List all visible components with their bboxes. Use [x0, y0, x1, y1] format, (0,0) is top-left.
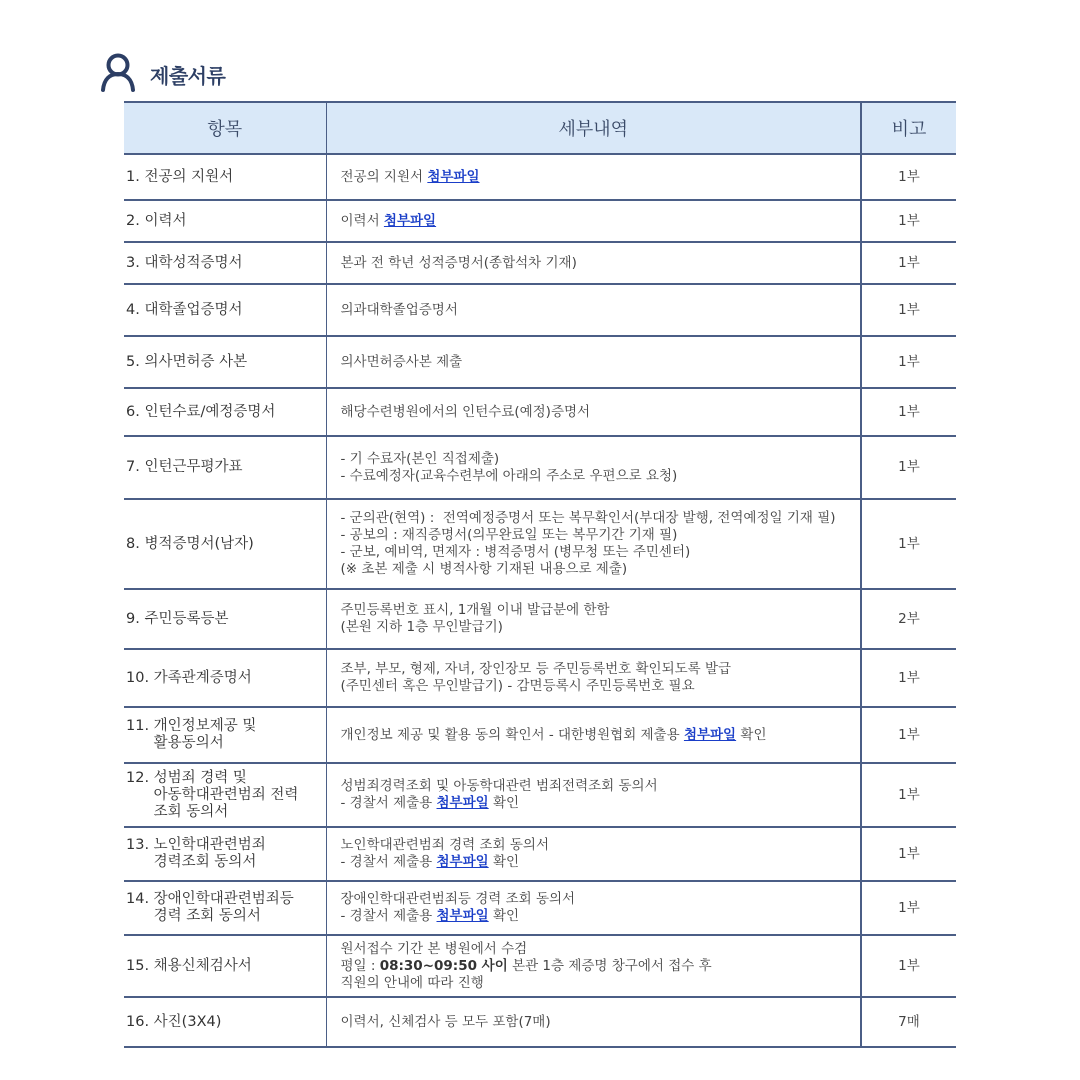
table-row	[124, 336, 956, 388]
item-number: 1.	[126, 168, 145, 185]
detail-text: 확인	[488, 854, 520, 870]
item-number: 10.	[126, 669, 154, 686]
item-label: 대학성적증명서	[144, 254, 243, 271]
item-label: 사진(3X4)	[153, 1013, 222, 1030]
detail-text: - 경찰서 제출용	[340, 908, 437, 924]
note-cell: 1부	[861, 707, 956, 763]
item-cell	[124, 649, 326, 707]
detail-text: 이력서, 신체검사 등 모두 포함(7매)	[340, 1013, 551, 1030]
item-cell	[124, 436, 326, 499]
note-cell: 1부	[861, 284, 956, 336]
detail-text: 성범죄경력조회 및 아동학대관련 범죄전력조회 동의서	[340, 778, 658, 794]
detail-text: (주민센터 혹은 무인발급기) - 감면등록시 주민등록번호 필요	[340, 678, 695, 694]
table-row	[124, 154, 956, 200]
detail-line	[341, 795, 847, 812]
item-number: 2.	[126, 212, 145, 229]
attachment-link[interactable]: 첨부파일	[683, 726, 737, 743]
detail-cell	[326, 154, 861, 200]
detail-text: 장애인학대관련범죄등 경력 조회 동의서	[340, 891, 576, 907]
table-row	[124, 200, 956, 242]
table-row	[124, 935, 956, 997]
item-cell	[124, 827, 326, 881]
item-number: 12.	[126, 769, 154, 786]
table-row	[124, 763, 956, 827]
item-number: 3.	[126, 254, 145, 271]
table-row	[124, 881, 956, 935]
item-cell	[124, 763, 326, 827]
detail-cell	[326, 763, 861, 827]
note-cell: 1부	[861, 154, 956, 200]
documents-table	[124, 101, 956, 1048]
detail-cell	[326, 388, 861, 436]
item-cell	[124, 997, 326, 1047]
table-row	[124, 388, 956, 436]
detail-text: - 경찰서 제출용	[340, 795, 437, 811]
item-cell	[124, 881, 326, 935]
table-row	[124, 436, 956, 499]
detail-text: 노인학대관련범죄 경력 조회 동의서	[340, 837, 549, 853]
item-cell	[124, 336, 326, 388]
detail-text: 의과대학졸업증명서	[340, 301, 458, 318]
detail-cell	[326, 284, 861, 336]
detail-line	[341, 302, 847, 319]
note-cell: 1부	[861, 200, 956, 242]
note-cell: 1부	[861, 436, 956, 499]
detail-line	[341, 727, 847, 744]
attachment-link[interactable]: 첨부파일	[427, 168, 480, 185]
detail-text: - 공보의 : 재직증명서(의무완료일 또는 복무기간 기재 필)	[340, 527, 678, 543]
item-label: 개인정보제공 및	[153, 718, 257, 734]
item-number: 13.	[126, 837, 154, 853]
detail-text: 개인정보 제공 및 활용 동의 확인서 - 대한병원협회 제출용	[340, 726, 684, 743]
item-label: 장애인학대관련범죄등	[153, 891, 294, 907]
detail-cell	[326, 200, 861, 242]
detail-text: 평일 :	[340, 957, 380, 974]
item-cell	[124, 284, 326, 336]
detail-text: (본원 지하 1층 무인발급기)	[340, 619, 503, 635]
item-label: 가족관계증명서	[153, 669, 252, 686]
table-row	[124, 589, 956, 649]
detail-line	[341, 451, 847, 468]
detail-line	[341, 561, 847, 578]
detail-cell	[326, 242, 861, 284]
detail-text: (※ 초본 제출 시 병적사항 기재된 내용으로 제출)	[340, 561, 628, 577]
item-label: 병적증명서(남자)	[144, 535, 254, 552]
item-label: 채용신체검사서	[153, 957, 252, 974]
detail-text: 이력서	[340, 212, 384, 229]
detail-line	[341, 468, 847, 485]
detail-cell	[326, 649, 861, 707]
detail-line	[341, 602, 847, 619]
detail-text: 본관 1층 제증명 창구에서 접수 후	[507, 957, 712, 974]
detail-text: - 경찰서 제출용	[340, 854, 437, 870]
item-label: 대학졸업증명서	[144, 301, 243, 318]
table-row	[124, 649, 956, 707]
header-note: 비고	[861, 102, 956, 154]
user-icon	[100, 52, 136, 96]
detail-text: 08:30~09:50 사이	[379, 957, 508, 974]
detail-text: 본과 전 학년 성적증명서(종합석차 기재)	[340, 254, 577, 271]
item-cell	[124, 388, 326, 436]
detail-text: 확인	[736, 726, 767, 743]
item-label: 성범죄 경력 및	[153, 769, 247, 786]
detail-line	[341, 778, 847, 795]
detail-line	[341, 510, 847, 527]
item-number: 11.	[126, 718, 154, 734]
item-cell	[124, 499, 326, 589]
attachment-link[interactable]: 첨부파일	[436, 854, 489, 870]
detail-text: 주민등록번호 표시, 1개월 이내 발급분에 한함	[340, 602, 610, 618]
table-row	[124, 242, 956, 284]
item-cell	[124, 154, 326, 200]
item-label: 전공의 지원서	[144, 168, 234, 185]
detail-line	[341, 958, 847, 975]
item-cell	[124, 589, 326, 649]
detail-cell	[326, 499, 861, 589]
item-label: 의사면허증 사본	[144, 353, 248, 370]
detail-text: 의사면허증사본 제출	[340, 353, 463, 370]
section-header	[100, 52, 225, 96]
detail-text: - 기 수료자(본인 직접제출)	[340, 450, 500, 467]
detail-text: 조부, 부모, 형제, 자녀, 장인장모 등 주민등록번호 확인되도록 발급	[340, 661, 732, 677]
table-row	[124, 707, 956, 763]
detail-line	[341, 619, 847, 636]
detail-cell	[326, 827, 861, 881]
item-number: 8.	[126, 535, 145, 552]
note-cell: 1부	[861, 242, 956, 284]
detail-text: 해당수련병원에서의 인턴수료(예정)증명서	[340, 403, 591, 420]
detail-line	[341, 544, 847, 561]
item-cell	[124, 200, 326, 242]
item-number: 15.	[126, 957, 154, 974]
detail-line	[341, 255, 847, 272]
item-label: 인턴수료/예정증명서	[144, 403, 276, 420]
item-cell	[124, 935, 326, 997]
note-cell: 1부	[861, 827, 956, 881]
item-label: 활용동의서	[153, 735, 224, 751]
detail-cell	[326, 935, 861, 997]
detail-cell	[326, 997, 861, 1047]
header-detail: 세부내역	[326, 102, 861, 154]
table-row	[124, 827, 956, 881]
table-row	[124, 997, 956, 1047]
header-item: 항목	[124, 102, 326, 154]
item-cell	[124, 242, 326, 284]
note-cell: 1부	[861, 763, 956, 827]
detail-text: 확인	[488, 908, 520, 924]
item-label: 조회 동의서	[153, 803, 229, 820]
detail-line	[341, 678, 847, 695]
detail-cell	[326, 707, 861, 763]
table-row	[124, 499, 956, 589]
item-number: 7.	[126, 459, 145, 475]
note-cell: 1부	[861, 935, 956, 997]
detail-text: 확인	[488, 795, 520, 811]
detail-cell	[326, 336, 861, 388]
attachment-link[interactable]: 첨부파일	[383, 212, 437, 229]
item-cell	[124, 707, 326, 763]
item-label: 경력조회 동의서	[153, 854, 257, 870]
detail-line	[341, 941, 847, 958]
note-cell: 1부	[861, 881, 956, 935]
note-cell: 2부	[861, 589, 956, 649]
detail-text: - 군의관(현역) : 전역예정증명서 또는 복무확인서(부대장 발행, 전역예정일 기재 필)	[340, 510, 836, 526]
detail-cell	[326, 589, 861, 649]
attachment-link[interactable]: 첨부파일	[436, 795, 489, 811]
detail-text: 직원의 안내에 따라 진행	[340, 974, 484, 991]
detail-line	[341, 891, 847, 908]
item-label: 인턴근무평가표	[144, 459, 243, 475]
detail-line	[341, 404, 847, 421]
item-label: 주민등록등본	[144, 610, 229, 627]
detail-cell	[326, 436, 861, 499]
attachment-link[interactable]: 첨부파일	[436, 908, 489, 924]
detail-line	[341, 661, 847, 678]
item-number: 14.	[126, 891, 154, 907]
detail-cell	[326, 881, 861, 935]
note-cell: 7매	[861, 997, 956, 1047]
item-number: 16.	[126, 1013, 154, 1030]
detail-text: 원서접수 기간 본 병원에서 수검	[340, 940, 528, 957]
detail-text: 전공의 지원서	[340, 168, 428, 185]
detail-line	[341, 527, 847, 544]
item-label: 노인학대관련범죄	[153, 837, 266, 853]
detail-line	[341, 1014, 847, 1031]
item-number: 6.	[126, 403, 145, 420]
item-label: 아동학대관련범죄 전력	[153, 786, 299, 803]
table-row	[124, 284, 956, 336]
item-label: 이력서	[144, 212, 187, 229]
item-label: 경력 조회 동의서	[153, 908, 261, 924]
note-cell: 1부	[861, 499, 956, 589]
note-cell: 1부	[861, 336, 956, 388]
detail-line	[341, 854, 847, 871]
item-number: 9.	[126, 610, 145, 627]
detail-line	[341, 213, 847, 230]
detail-text: - 군보, 예비역, 면제자 : 병적증명서 (병무청 또는 주민센터)	[340, 544, 691, 560]
detail-line	[341, 169, 847, 186]
detail-line	[341, 354, 847, 371]
item-number: 5.	[126, 353, 145, 370]
section-title: 제출서류	[150, 63, 226, 88]
item-number: 4.	[126, 301, 145, 318]
detail-text: - 수료예정자(교육수련부에 아래의 주소로 우편으로 요청)	[340, 467, 678, 484]
note-cell: 1부	[861, 649, 956, 707]
detail-line	[341, 837, 847, 854]
detail-line	[341, 908, 847, 925]
table-header-row	[124, 102, 956, 154]
detail-line	[341, 975, 847, 992]
note-cell: 1부	[861, 388, 956, 436]
